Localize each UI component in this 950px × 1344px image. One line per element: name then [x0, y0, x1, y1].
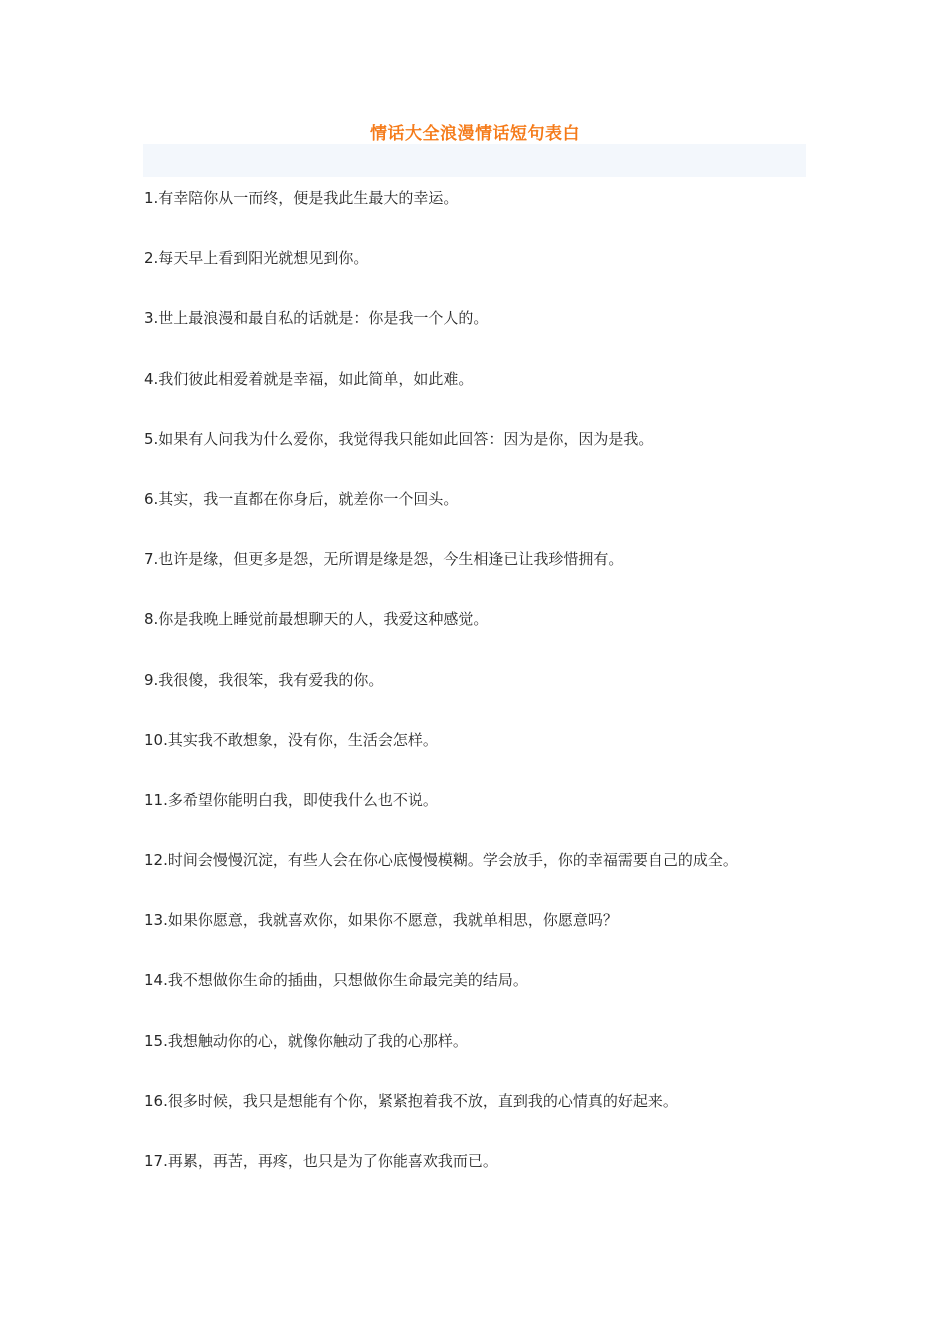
quote-line: 10.其实我不敢想象，没有你，生活会怎样。: [144, 730, 438, 749]
quote-line: 16.很多时候，我只是想能有个你，紧紧抱着我不放，直到我的心情真的好起来。: [144, 1091, 678, 1110]
quote-line: 3.世上最浪漫和最自私的话就是：你是我一个人的。: [144, 309, 489, 328]
quote-line: 12.时间会慢慢沉淀，有些人会在你心底慢慢模糊。学会放手，你的幸福需要自己的成全。: [144, 851, 738, 870]
quote-line: 1.有幸陪你从一而终，便是我此生最大的幸运。: [144, 189, 459, 207]
quote-line: 14.我不想做你生命的插曲，只想做你生命最完美的结局。: [144, 971, 528, 990]
quote-line: 15.我想触动你的心，就像你触动了我的心那样。: [144, 1031, 468, 1050]
title-band: [143, 144, 806, 177]
quote-line: 13.如果你愿意，我就喜欢你，如果你不愿意，我就单相思，你愿意吗？: [144, 911, 618, 930]
quote-line: 5.如果有人问我为什么爱你，我觉得我只能如此回答：因为是你，因为是我。: [144, 429, 654, 448]
quote-line: 6.其实，我一直都在你身后，就差你一个回头。: [144, 489, 459, 508]
quote-line: 7.也许是缘，但更多是怨，无所谓是缘是怨，今生相逢已让我珍惜拥有。: [144, 550, 624, 569]
quote-line: 17.再累，再苦，再疼，也只是为了你能喜欢我而已。: [144, 1152, 498, 1170]
quote-line: 11.多希望你能明白我，即使我什么也不说。: [144, 790, 438, 809]
quote-line: 8.你是我晚上睡觉前最想聊天的人，我爱这种感觉。: [144, 610, 489, 629]
quote-list: [144, 184, 824, 1207]
quote-line: 4.我们彼此相爱着就是幸福，如此简单，如此难。: [144, 369, 474, 388]
quote-line: 9.我很傻，我很笨，我有爱我的你。: [144, 670, 384, 689]
quote-line: 2.每天早上看到阳光就想见到你。: [144, 249, 369, 268]
document-title: 情话大全浪漫情话短句表白: [370, 124, 580, 144]
